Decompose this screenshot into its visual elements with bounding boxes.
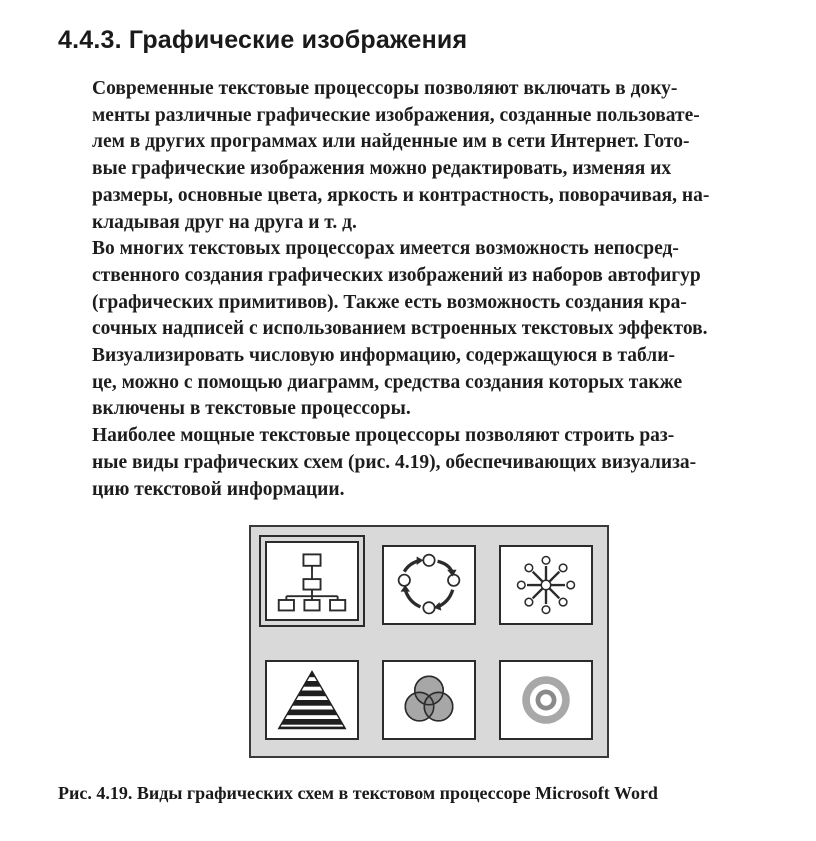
hierarchy-icon: [267, 543, 357, 619]
text-line: Во многих текстовых процессорах имеется возможность непосред-: [92, 238, 679, 260]
cycle-icon: [384, 547, 474, 623]
text-line: Современные текстовые процессоры позволяют включать в доку-: [92, 78, 678, 99]
text-line: це, можно с помощью диаграмм, средства создания которых также: [92, 371, 683, 393]
text-line: лем в других программах или найденные им в сети Интернет. Гото-: [92, 131, 690, 153]
paragraph-4: [58, 423, 796, 503]
venn-tile[interactable]: [382, 660, 476, 740]
text-line: менты различные графические изображения, созданные пользовате-: [92, 104, 700, 126]
text-line: Наиболее мощные текстовые процессоры позволяют строить раз-: [92, 425, 675, 447]
hierarchy-tile[interactable]: [265, 541, 359, 621]
text-line: Визуализировать числовую информацию, содержащуюся в табли-: [92, 345, 675, 367]
figure-caption-text: Виды графических схем в текстовом процессоре Microsoft Word: [132, 783, 658, 803]
pyramid-icon: [267, 662, 357, 738]
pyramid-tile[interactable]: [265, 660, 359, 740]
target-tile[interactable]: [499, 660, 593, 740]
radial-icon: [501, 547, 591, 623]
paragraph-2: [58, 236, 796, 343]
smartart-gallery-panel: [249, 525, 609, 758]
figure-number: Рис. 4.19.: [58, 783, 133, 803]
text-line: (графических примитивов). Также есть возможность создания кра-: [92, 291, 687, 313]
figure-caption: [58, 783, 658, 804]
section-heading: 4.4.3. Графические изображения: [58, 26, 468, 54]
paragraph-1: [58, 76, 796, 236]
text-line: размеры, основные цвета, яркость и контрастность, поворачивая, на-: [92, 184, 710, 206]
body-text: [58, 76, 796, 503]
text-line: цию текстовой информации.: [92, 478, 345, 500]
text-line: кладывая друг на друга и т. д.: [92, 211, 357, 233]
paragraph-3: [58, 343, 796, 423]
venn-icon: [384, 662, 474, 738]
text-line: сочных надписей с использованием встроенных текстовых эффектов.: [92, 318, 708, 340]
text-line: вые графические изображения можно редактировать, изменяя их: [92, 158, 672, 180]
cycle-tile[interactable]: [382, 545, 476, 625]
target-icon: [501, 662, 591, 738]
text-line: ные виды графических схем (рис. 4.19), обеспечивающих визуализа-: [92, 451, 697, 473]
text-line: ственного создания графических изображений из наборов автофигур: [92, 264, 701, 286]
radial-tile[interactable]: [499, 545, 593, 625]
text-line: включены в текстовые процессоры.: [92, 398, 411, 420]
